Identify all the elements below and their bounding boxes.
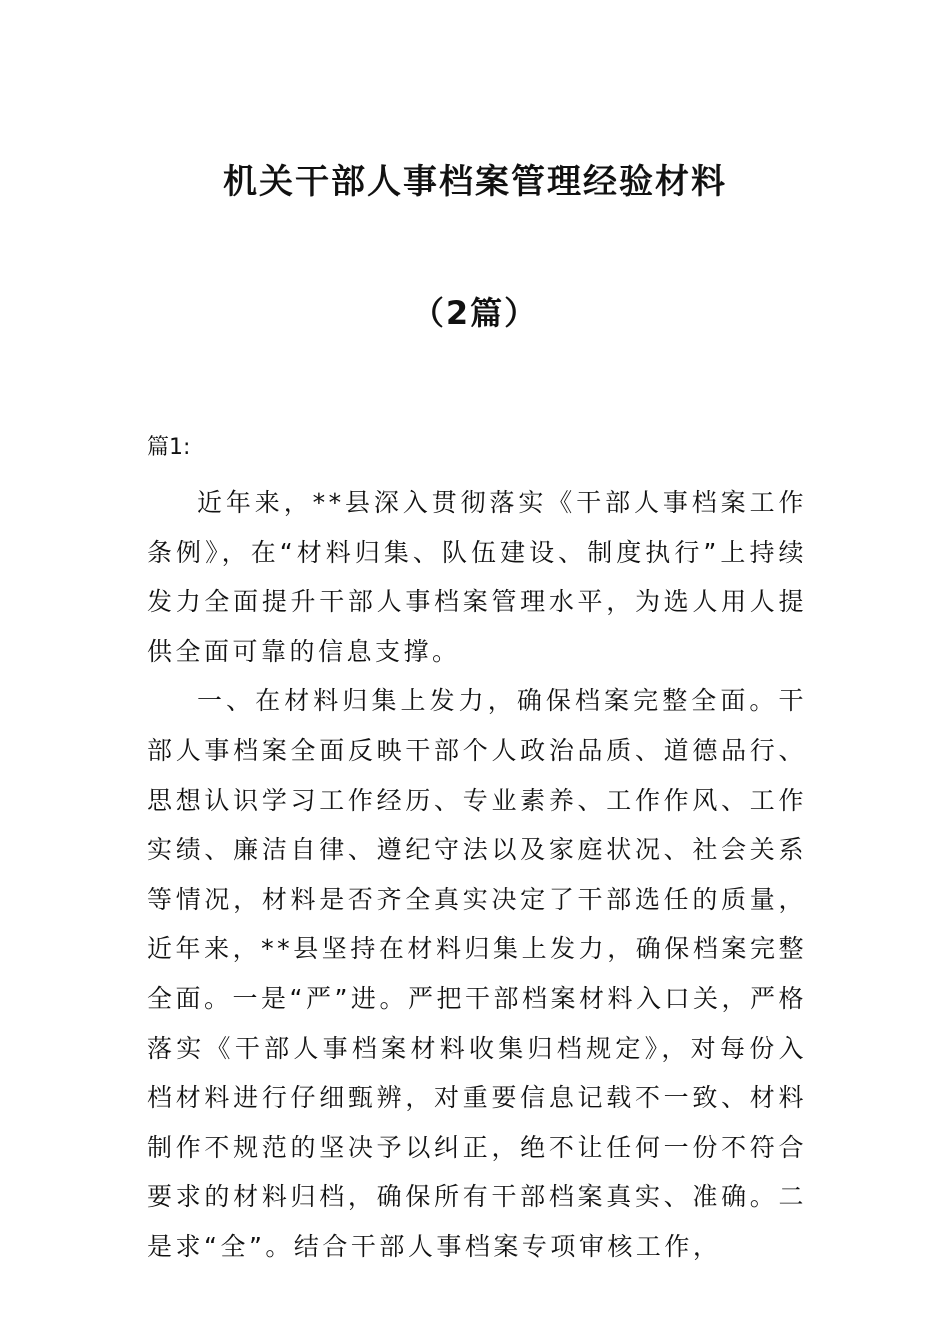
document-title: 机关干部人事档案管理经验材料 bbox=[223, 162, 727, 202]
document-subtitle: （2篇） bbox=[411, 294, 539, 332]
paragraph-intro: 近年来，**县深入贯彻落实《干部人事档案工作条例》，在“材料归集、队伍建设、制度执行”上持续发力全面提升干部人事档案管理水平，为选人用人提供全面可靠的信息支撑。 bbox=[147, 488, 807, 666]
document-body bbox=[147, 478, 807, 1272]
section-label: 篇1: bbox=[147, 435, 191, 460]
paragraph-material-collection: 一、在材料归集上发力，确保档案完整全面。干部人事档案全面反映干部个人政治品质、道德品行、思想认识学习工作经历、专业素养、工作作风、工作实绩、廉洁自律、遵纪守法以及家庭状况、社会关系等情况，材料是否齐全真实决定了干部选任的质量，近年来，**县坚持在材料归集上发力，确保档案完整全面。一是“严”进。严把干部档案材料入口关，严格落实《干部人事档案材料收集归档规定》，对每份入档材料进行仔细甄辨，对重要信息记载不一致、材料制作不规范的坚决予以纠正，绝不让任何一份不符合要求的材料归档，确保所有干部档案真实、准确。二是求“全”。结合干部人事档案专项审核工作， bbox=[147, 686, 807, 1261]
